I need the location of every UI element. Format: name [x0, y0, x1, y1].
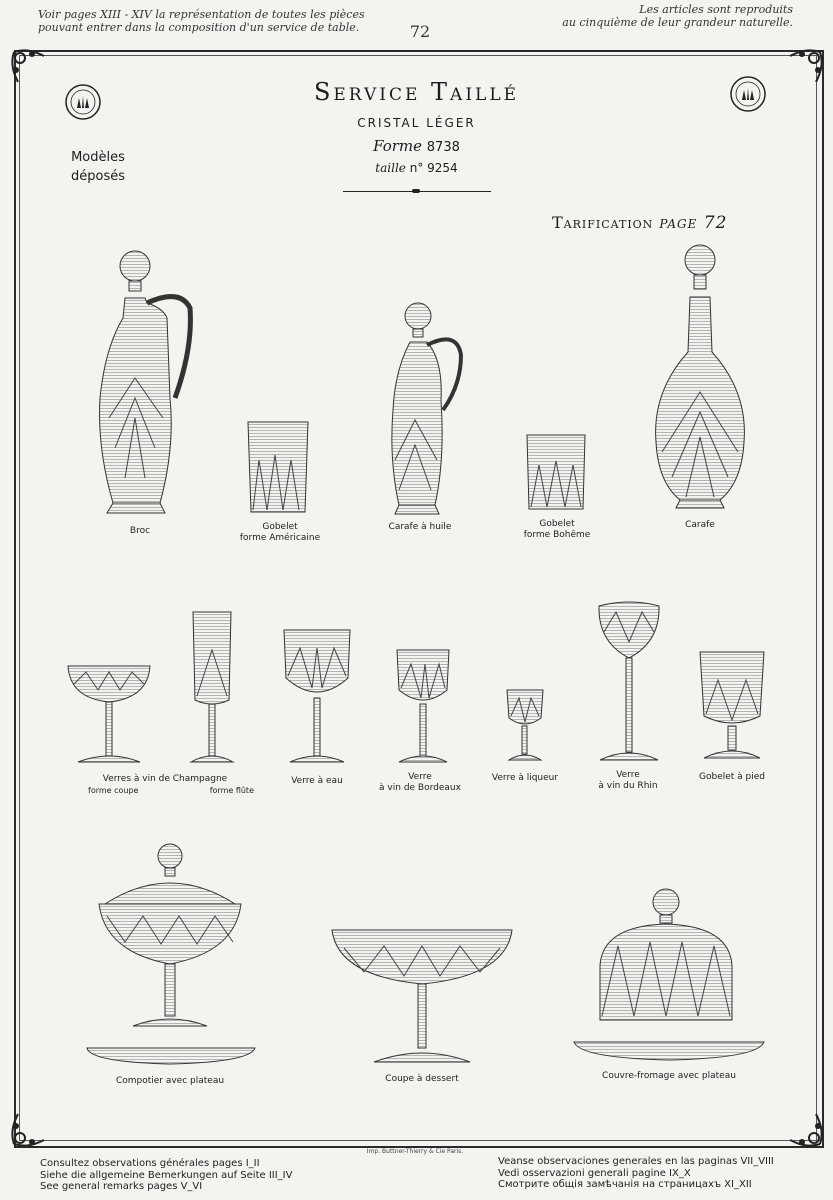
verre-eau-illustration — [282, 628, 352, 766]
couvre-fromage-illustration — [572, 886, 766, 1064]
modeles-deposes — [58, 148, 138, 186]
page-subtitle: CRISTAL LÉGER — [357, 116, 476, 130]
footer-right-line3: Смотрите общія замѣчанія на страницахъ XI_XII — [498, 1179, 752, 1190]
footer-left-line3: See general remarks pages V_VI — [40, 1181, 203, 1192]
footer-right — [498, 1156, 828, 1191]
label-gobelet-americaine-title: Gobelet — [262, 522, 298, 532]
tarification — [552, 213, 727, 233]
page-number: 72 — [409, 22, 431, 41]
label-champagne — [70, 774, 260, 796]
header-note-right — [523, 3, 793, 29]
header-note-left-line2: pouvant entrer dans la composition d'un service de table. — [38, 21, 360, 34]
carafe-huile-illustration — [385, 300, 465, 518]
gobelet-boheme-illustration — [525, 433, 587, 513]
page-title: Service Taillé — [313, 78, 520, 106]
verre-liqueur-illustration — [505, 688, 545, 764]
modeles-line1: Modèles — [71, 150, 125, 165]
tarification-page: page 72 — [659, 213, 728, 233]
printer-credit: Imp. Buttner-Thierry & Cie Paris. — [366, 1148, 464, 1155]
label-carafe: Carafe — [685, 520, 715, 530]
label-verre-rhin — [580, 770, 676, 792]
verre-rhin-illustration — [596, 602, 662, 764]
label-gobelet-boheme-sub: forme Bohême — [523, 530, 591, 540]
label-verre-eau: Verre à eau — [291, 776, 343, 786]
footer-right-line1: Veanse observaciones generales en las paginas VII_VIII — [498, 1156, 774, 1167]
label-compotier: Compotier avec plateau — [115, 1076, 225, 1086]
champagne-coupe-illustration — [66, 664, 152, 766]
label-gobelet-boheme — [507, 519, 607, 541]
label-verre-bordeaux-title: Verre — [408, 772, 432, 782]
champagne-flute-illustration — [187, 610, 237, 766]
broc-illustration — [85, 248, 195, 518]
header-note-right-line2: au cinquième de leur grandeur naturelle. — [562, 16, 793, 29]
label-gobelet-americaine-sub: forme Américaine — [239, 533, 321, 543]
label-champagne-title: Verres à vin de Champagne — [102, 774, 228, 784]
footer-left-line1: Consultez observations générales pages I_II — [40, 1158, 260, 1169]
gobelet-pied-illustration — [698, 650, 766, 762]
footer-left — [40, 1158, 340, 1193]
header-note-left — [38, 8, 368, 34]
verre-bordeaux-illustration — [395, 648, 451, 766]
compotier-illustration — [85, 842, 257, 1070]
label-broc: Broc — [129, 526, 151, 536]
label-gobelet-boheme-title: Gobelet — [539, 519, 575, 529]
label-verre-liqueur: Verre à liqueur — [491, 773, 559, 783]
forme-label: Forme — [373, 137, 422, 155]
label-champagne-forms — [70, 785, 260, 796]
gobelet-americaine-illustration — [245, 420, 311, 516]
tarification-label: Tarification — [552, 213, 654, 232]
label-coupe-dessert: Coupe à dessert — [385, 1074, 459, 1084]
label-verre-rhin-title: Verre — [616, 770, 640, 780]
label-carafe-huile: Carafe à huile — [388, 522, 452, 532]
label-couvre-fromage: Couvre-fromage avec plateau — [602, 1071, 736, 1081]
label-verre-bordeaux-sub: à vin de Bordeaux — [379, 783, 461, 793]
forme-value: 8738 — [426, 140, 460, 155]
footer-right-line2: Vedi osservazioni generali pagine IX_X — [498, 1167, 691, 1179]
modeles-line2: déposés — [71, 169, 125, 184]
label-champagne-coupe: forme coupe — [88, 786, 139, 795]
corner-ornament-icon — [6, 1106, 52, 1152]
label-verre-bordeaux — [372, 772, 468, 794]
label-gobelet-americaine — [230, 522, 330, 544]
header-note-right-line1: Les articles sont reproduits — [639, 3, 793, 16]
label-champagne-flute: forme flûte — [209, 786, 254, 795]
header-note-left-line1: Voir pages XIII - XIV la représentation de toutes les pièces — [38, 8, 365, 21]
taille-value: n° 9254 — [409, 161, 458, 175]
coupe-dessert-illustration — [330, 928, 514, 1066]
corner-ornament-icon — [782, 1106, 828, 1152]
label-gobelet-pied: Gobelet à pied — [699, 772, 765, 782]
label-verre-rhin-sub: à vin du Rhin — [598, 781, 658, 791]
carafe-illustration — [650, 242, 750, 512]
title-divider-ornament — [412, 189, 420, 193]
footer-left-line2: Siehe die allgemeine Bemerkungen auf Seite III_IV — [40, 1169, 293, 1181]
taille-label: taille — [375, 161, 406, 175]
